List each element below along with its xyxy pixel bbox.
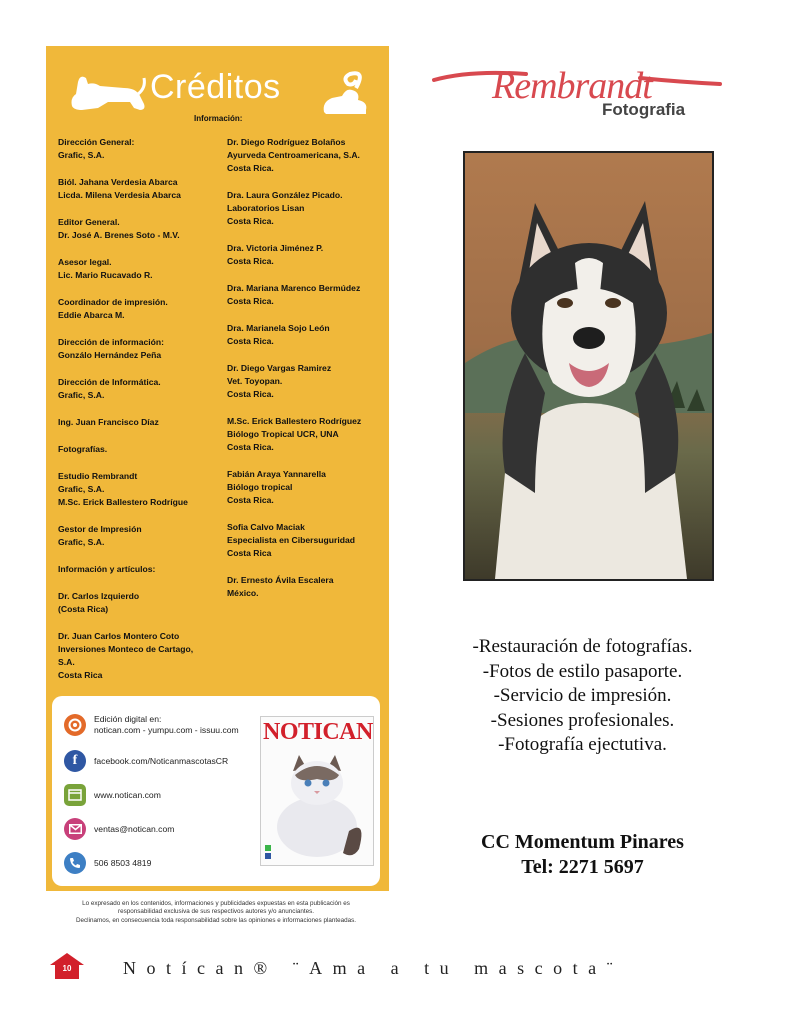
credits-title: Créditos <box>150 68 281 106</box>
magazine-title: NOTICAN <box>263 719 373 745</box>
credit-entry <box>58 443 226 456</box>
service-item: -Sesiones profesionales. <box>490 709 675 731</box>
service-item: -Fotografía ejectutiva. <box>498 734 667 755</box>
credit-line: Lic. Mario Rucavado R. <box>58 270 153 280</box>
credit-line: Grafic, S.A. <box>58 150 105 160</box>
email-icon <box>64 818 86 840</box>
credit-line: Ing. Juan Francisco Díaz <box>58 417 159 427</box>
credit-entry <box>58 216 226 242</box>
credits-right-column <box>227 136 387 614</box>
credit-line: Información y artículos: <box>58 564 156 574</box>
credit-line: Costa Rica. <box>227 336 274 346</box>
credit-line: Sofia Calvo Maciak <box>227 522 305 532</box>
credit-line: Costa Rica. <box>227 163 274 173</box>
credit-line: Ayurveda Centroamericana, S.A. <box>227 150 360 160</box>
digital-edition-icon <box>64 714 86 736</box>
digital-edition-sites[interactable]: notican.com - yumpu.com - issuu.com <box>94 725 239 735</box>
website-link[interactable]: www.notican.com <box>94 789 161 800</box>
credit-line: Estudio Rembrandt <box>58 471 138 481</box>
phone-icon <box>64 852 86 874</box>
credit-line: S.A. <box>58 657 75 667</box>
email-link[interactable]: ventas@notican.com <box>94 823 175 834</box>
credit-line: Biól. Jahana Verdesia Abarca <box>58 177 178 187</box>
service-item: -Restauración de fotografías. <box>472 636 693 657</box>
credit-entry <box>227 189 387 228</box>
rembrandt-subtitle: Fotografia <box>602 100 686 119</box>
credit-line: Especialista en Cibersuguridad <box>227 535 355 545</box>
credit-line: Dr. Juan Carlos Montero Coto <box>58 631 180 641</box>
credit-line: Dr. José A. Brenes Soto - M.V. <box>58 230 180 240</box>
magazine-cover[interactable] <box>260 716 374 866</box>
ad-phone: Tel: 2271 5697 <box>521 856 644 878</box>
credits-left-column <box>58 136 226 696</box>
rembrandt-brand: Rembrandt <box>492 65 652 107</box>
credit-line: Costa Rica. <box>227 442 274 452</box>
credit-line: Vet. Toyopan. <box>227 376 283 386</box>
credit-line: Dirección de información: <box>58 337 165 347</box>
credit-line: Costa Rica. <box>227 256 274 266</box>
credit-entry <box>58 563 226 576</box>
credit-line: M.Sc. Erick Ballestero Rodrígue <box>58 497 188 507</box>
facebook-row <box>64 748 228 774</box>
credit-entry <box>58 176 226 202</box>
contact-box <box>52 696 380 886</box>
credit-entry <box>58 256 226 282</box>
ad-contact <box>430 830 735 880</box>
credit-entry <box>227 282 387 308</box>
credit-line: Dra. Mariana Marenco Bermúdez <box>227 283 361 293</box>
credit-line: Gonzálo Hernández Peña <box>58 350 162 360</box>
credit-line: Fabián Araya Yannarella <box>227 469 326 479</box>
services-list <box>430 635 735 758</box>
credit-line: Dra. Marianela Sojo León <box>227 323 330 333</box>
service-item: -Servicio de impresión. <box>493 685 672 706</box>
credit-line: Licda. Milena Verdesia Abarca <box>58 190 181 200</box>
credit-entry <box>58 296 226 322</box>
credit-entry <box>227 574 387 600</box>
credit-line: México. <box>227 588 259 598</box>
credit-entry <box>58 416 226 429</box>
credit-line: Grafic, S.A. <box>58 484 105 494</box>
credit-entry <box>227 242 387 268</box>
credit-line: Grafic, S.A. <box>58 390 105 400</box>
credit-entry <box>58 630 226 682</box>
credits-header <box>46 46 389 123</box>
credit-line: M.Sc. Erick Ballestero Rodríguez <box>227 416 362 426</box>
rembrandt-logo <box>430 60 730 130</box>
credit-entry <box>58 376 226 402</box>
credit-entry <box>58 336 226 362</box>
credit-line: Dra. Victoria Jiménez P. <box>227 243 324 253</box>
email-row <box>64 816 174 842</box>
phone-number[interactable]: 506 8503 4819 <box>94 857 152 868</box>
credit-line: Costa Rica. <box>227 495 274 505</box>
credit-line: Biólogo tropical <box>227 482 293 492</box>
credit-line: Grafic, S.A. <box>58 537 105 547</box>
credit-entry <box>227 521 387 560</box>
credit-line: Costa Rica. <box>227 389 274 399</box>
husky-portrait-illustration <box>465 153 712 579</box>
cat-photo-illustration <box>265 749 369 861</box>
credit-entry <box>58 136 226 162</box>
credit-line: Eddie Abarca M. <box>58 310 125 320</box>
credit-line: Dra. Laura González Picado. <box>227 190 343 200</box>
website-icon <box>64 784 86 806</box>
credit-line: Fotografías. <box>58 444 108 454</box>
cat-silhouette-icon <box>316 66 376 118</box>
credit-entry <box>227 362 387 401</box>
phone-row <box>64 850 151 876</box>
credit-line: Coordinador de impresión. <box>58 297 168 307</box>
credit-line: Dirección General: <box>58 137 135 147</box>
disclaimer <box>48 900 384 925</box>
credit-entry <box>227 322 387 348</box>
credit-line: (Costa Rica) <box>58 604 109 614</box>
credit-line: Biólogo Tropical UCR, UNA <box>227 429 339 439</box>
disclaimer-line: responsabilidad exclusiva de sus respectivos autores y/o anunciantes. <box>117 908 314 916</box>
dog-silhouette-icon <box>68 68 148 114</box>
credit-line: Costa Rica. <box>227 296 274 306</box>
credit-entry <box>58 523 226 549</box>
husky-photo <box>463 151 714 581</box>
digital-edition-label: Edición digital en: <box>94 714 162 724</box>
credit-line: Dr. Diego Rodríguez Bolaños <box>227 137 346 147</box>
credit-line: Dirección de Informática. <box>58 377 161 387</box>
credit-entry <box>227 415 387 454</box>
credit-entry <box>58 590 226 616</box>
credit-line: Editor General. <box>58 217 120 227</box>
credit-entry <box>58 470 226 509</box>
service-item: -Fotos de estilo pasaporte. <box>482 660 683 682</box>
credit-line: Dr. Diego Vargas Ramirez <box>227 363 332 373</box>
credit-line: Asesor legal. <box>58 257 112 267</box>
credit-line: Laboratorios Lisan <box>227 203 305 213</box>
page-number: 10 <box>62 964 72 973</box>
credit-entry <box>227 468 387 507</box>
credits-panel <box>46 46 389 891</box>
info-label: Información: <box>194 114 243 123</box>
facebook-link[interactable]: facebook.com/NoticanmascotasCR <box>94 755 229 766</box>
digital-edition-row <box>64 712 239 738</box>
credit-entry <box>227 136 387 175</box>
page-number-badge <box>48 952 86 980</box>
footer-tagline: Notícan® ¨Ama a tu mascota¨ <box>123 958 624 978</box>
disclaimer-line: Declinamos, en consecuencia toda responsabilidad sobre las opiniones e informaciones planteadas. <box>75 916 357 924</box>
credit-line: Costa Rica <box>58 670 103 680</box>
ad-location: CC Momentum Pinares <box>481 831 684 853</box>
credit-line: Dr. Ernesto Ávila Escalera <box>227 575 334 585</box>
facebook-icon: f <box>64 750 86 772</box>
credit-line: Dr. Carlos Izquierdo <box>58 591 140 601</box>
credit-line: Costa Rica. <box>227 216 274 226</box>
disclaimer-line: Lo expresado en los contenidos, informaciones y publicidades expuestas en esta publicación es <box>82 900 350 907</box>
website-row <box>64 782 161 808</box>
credit-line: Gestor de Impresión <box>58 524 142 534</box>
credit-line: Costa Rica <box>227 548 272 558</box>
credit-line: Inversiones Monteco de Cartago, <box>58 644 194 654</box>
